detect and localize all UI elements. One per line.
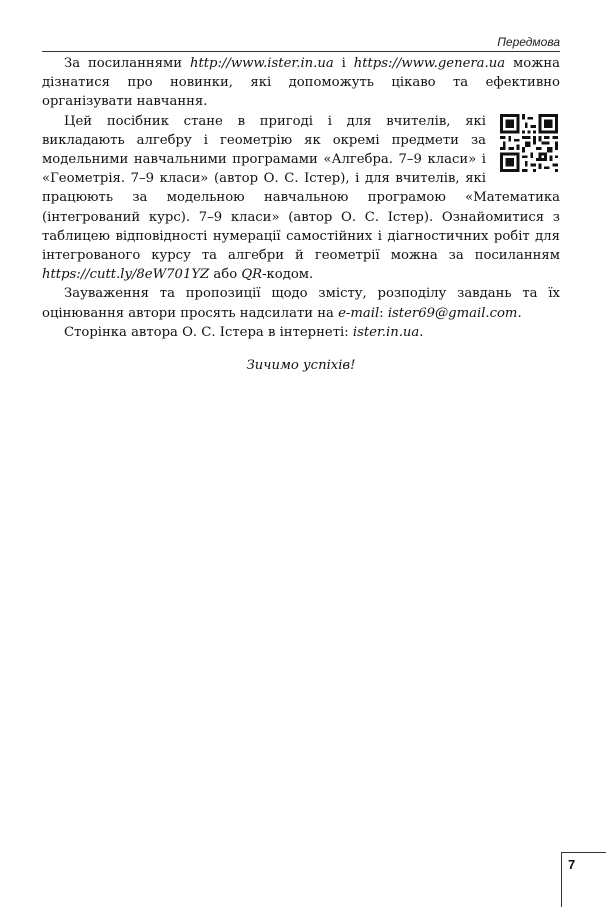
ister-link[interactable]: http://www.ister.in.ua [189,56,334,71]
paragraph-links [42,54,560,112]
running-header-title: Передмова [497,35,560,49]
paragraph-text: -кодом. [262,267,314,283]
paragraph-text: . [419,324,424,340]
qr-word: QR [241,267,263,283]
paragraph-text: : [379,305,388,321]
page-number-frame [561,852,606,907]
email-link[interactable]: ister69@gmail.com [387,305,518,321]
email-label: e-mail [338,305,380,321]
paragraph-text: Зауваження та пропозиції щодо змісту, розподілу завдань та їх оцінювання автори просять надсилати на [42,286,560,321]
paragraph-text: і [333,56,354,71]
cuttly-link[interactable]: https://cutt.ly/8eW701YZ [42,267,210,283]
paragraph-text: . [517,305,522,321]
paragraph-feedback [42,284,560,322]
page-body [42,54,560,375]
paragraph-teachers [42,112,560,285]
page-number: 7 [568,857,576,872]
paragraph-text: Сторінка автора О. С. Істера в інтернеті: [64,324,353,340]
genera-link[interactable]: https://www.genera.ua [353,56,506,71]
paragraph-text: або [209,267,242,283]
closing-wish: Зичимо успіхів! [246,358,356,374]
paragraph-text: можна дізнатися про новинки, які допоможуть цікаво та ефективно організувати навчання. [42,56,560,110]
paragraph-text: За посиланнями [64,56,190,71]
paragraph-text: Цей посібник стане в пригоді і для вчителів, які викладають алгебру і геометрію як окремі предмети за модельними навчальними програмами «Алгебра. 7–9 класи» і «Геометрія. 7–9 класи» (автор О. С. Істер), і для вчителів, які працюють за модельною навчальною програмою «Математика (інтегрований курс). 7–9 класи» (автор О. С. Істер). Ознайомитися з таблицею відповідності нумерації самостійних і діагностичних робіт для інтегрованого курсу та алгебри й геометрії можна за посиланням [42,113,560,264]
paragraph-author-page [42,323,560,342]
header-divider [42,51,560,52]
qr-code-icon [500,114,558,172]
author-site-link[interactable]: ister.in.ua [352,324,420,340]
